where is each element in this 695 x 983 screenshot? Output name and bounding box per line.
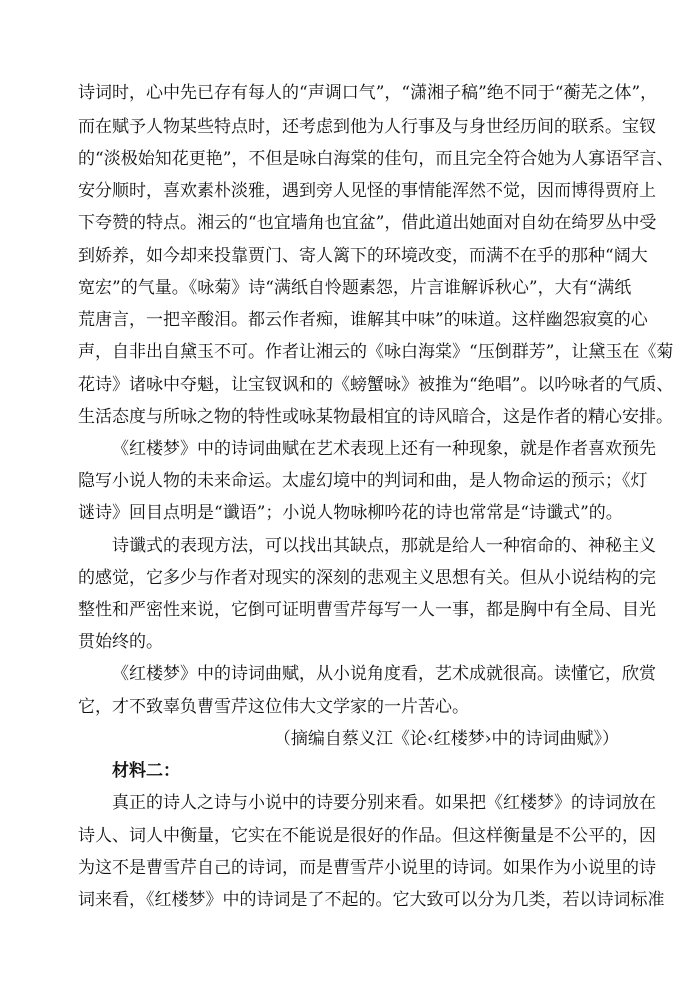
- source-citation: （摘编自蔡义江《论‹红楼梦›中的诗词曲赋》）: [273, 729, 619, 749]
- paragraph-line: 贯始终的。: [78, 632, 163, 652]
- paragraph-line: 谜诗》回目点明是“谶语”；小说人物咏柳吟花的诗也常常是“诗谶式”的。: [78, 503, 623, 523]
- paragraph-line: 安分顺时，喜欢素朴淡雅，遇到旁人见怪的事情能浑然不觉，因而博得贾府上: [78, 181, 656, 201]
- paragraph-line: 荒唐言，一把辛酸泪。都云作者痴，谁解其中味”的味道。这样幽怨寂寞的心: [78, 310, 648, 330]
- paragraph-line: 隐写小说人物的未来命运。太虚幻境中的判词和曲，是人物命运的预示；《灯: [78, 471, 648, 491]
- paragraph-line: 下夸赞的特点。湘云的“也宜墙角也宜盆”，借此道出她面对自幼在绮罗丛中受: [78, 213, 657, 233]
- paragraph-line: 整性和严密性来说，它倒可证明曹雪芹每写一人一事，都是胸中有全局、目光: [78, 600, 656, 620]
- section-heading: 材料二：: [112, 761, 180, 781]
- paragraph-line: 宽宏”的气量。《咏菊》诗“满纸自怜题素怨，片言谁解诉秋心”，大有“满纸: [78, 278, 632, 298]
- paragraph-line: 声，自非出自黛玉不可。作者让湘云的《咏白海棠》“压倒群芳”，让黛玉在《菊: [78, 342, 674, 362]
- paragraph-line: 到娇养，如今却来投靠贾门、寄人篱下的环境改变，而满不在乎的那种“阔大: [78, 246, 648, 266]
- paragraph-line: 花诗》诸咏中夺魁，让宝钗讽和的《螃蟹咏》被推为“绝唱”。以吟咏者的气质、: [78, 375, 674, 395]
- paragraph-line: 为这不是曹雪芹自己的诗词，而是曹雪芹小说里的诗词。如果作为小说里的诗: [78, 858, 656, 878]
- paragraph-line: 的感觉，它多少与作者对现实的深刻的悲观主义思想有关。但从小说结构的完: [78, 568, 656, 588]
- paragraph-line: 而在赋予人物某些特点时，还考虑到他为人行事及与身世经历间的联系。宝钗: [78, 117, 656, 137]
- paragraph-line: 的“淡极始知花更艳”，不但是咏白海棠的佳句，而且完全符合她为人寡语罕言、: [78, 149, 674, 169]
- paragraph-line: 它，才不致辜负曹雪芹这位伟大文学家的一片苦心。: [78, 697, 469, 717]
- paragraph-line: 词来看，《红楼梦》中的诗词是了不起的。它大致可以分为几类，若以诗词标准: [78, 890, 665, 910]
- paragraph-line: 诗人、词人中衡量，它实在不能说是很好的作品。但这样衡量是不公平的，因: [78, 826, 656, 846]
- paragraph-line: 《红楼梦》中的诗词曲赋，从小说角度看，艺术成就很高。读懂它，欣赏: [112, 664, 656, 684]
- paragraph-line: 生活态度与所咏之物的特性或咏某物最相宜的诗风暗合，这是作者的精心安排。: [78, 407, 673, 427]
- paragraph-line: 真正的诗人之诗与小说中的诗要分别来看。如果把《红楼梦》的诗词放在: [112, 793, 656, 813]
- paragraph-line: 《红楼梦》中的诗词曲赋在艺术表现上还有一种现象，就是作者喜欢预先: [112, 439, 656, 459]
- paragraph-line: 诗词时，心中先已存有每人的“声调口气”，“潇湘子稿”绝不同于“蘅芜之体”，: [78, 83, 658, 103]
- paragraph-line: 诗谶式的表现方法，可以找出其缺点，那就是给人一种宿命的、神秘主义: [112, 536, 656, 556]
